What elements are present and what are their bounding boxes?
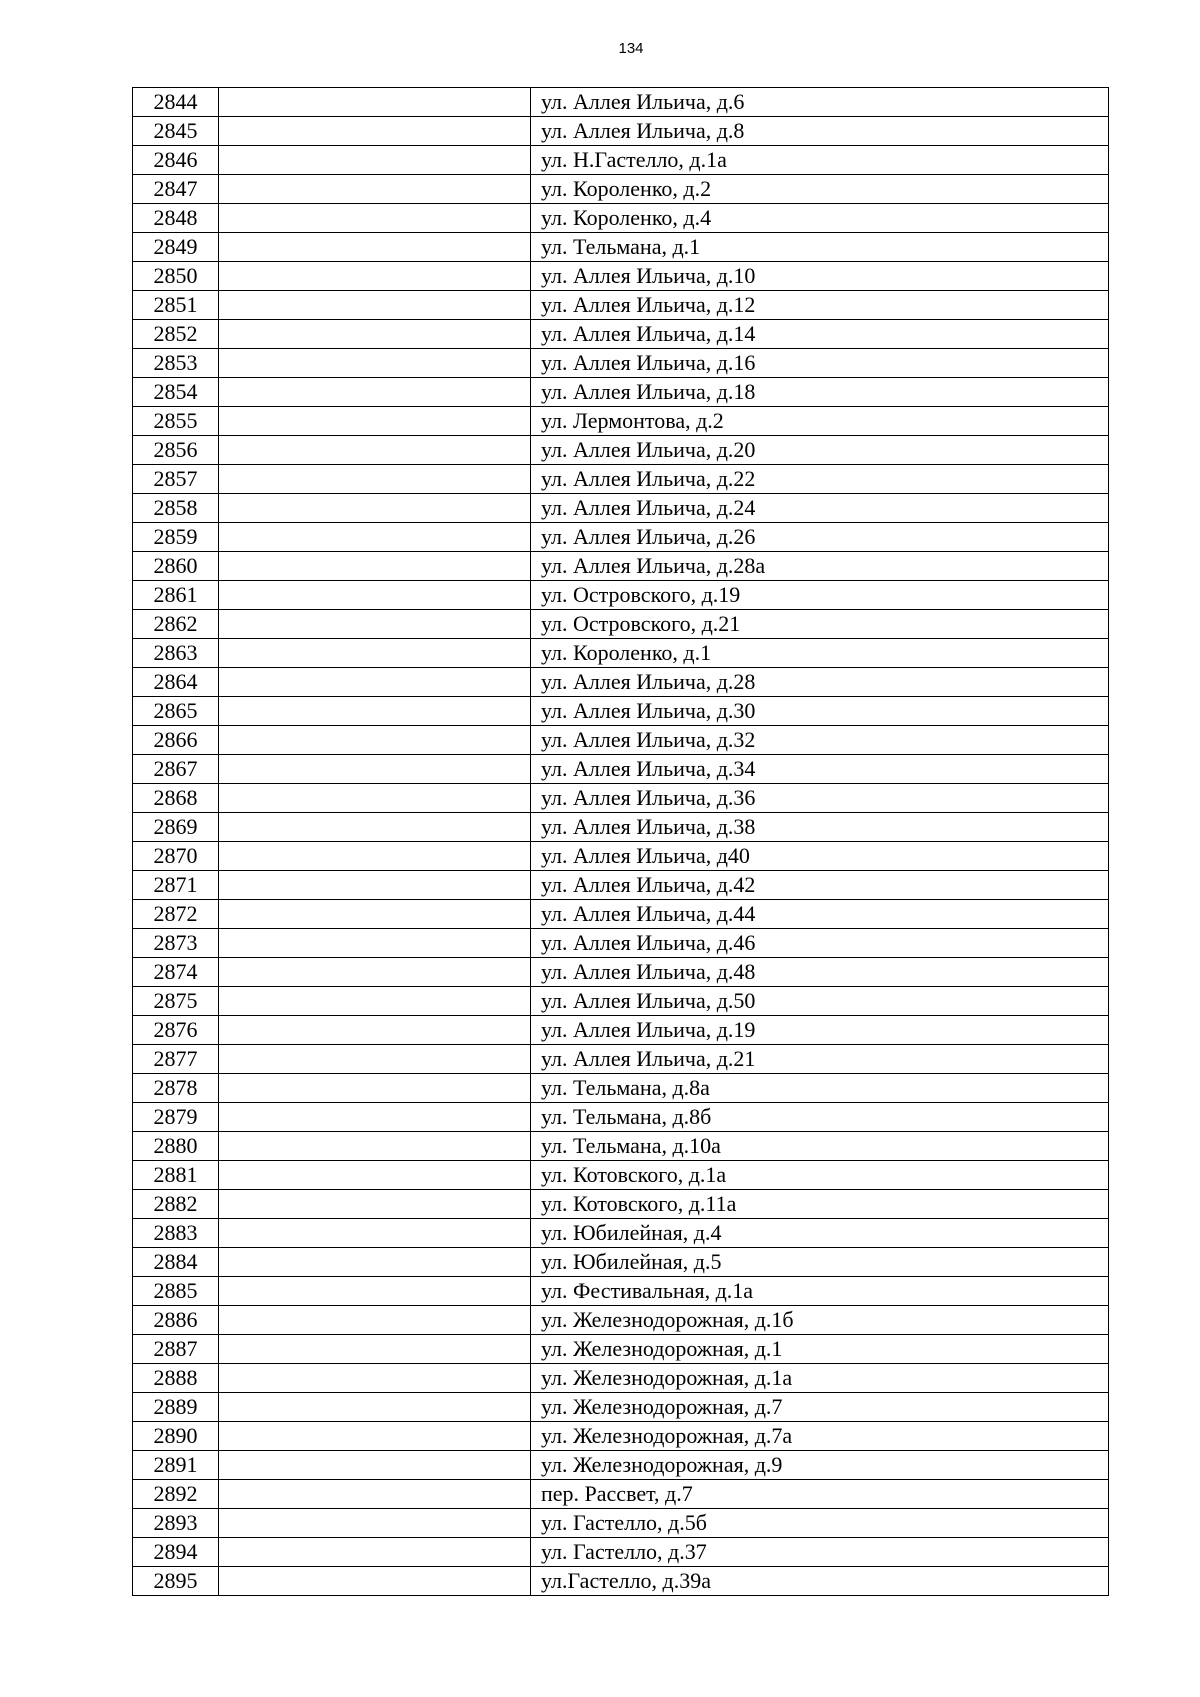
address-cell: ул. Железнодорожная, д.1	[531, 1335, 1109, 1364]
empty-middle-cell	[219, 407, 531, 436]
table-row	[133, 117, 1109, 146]
empty-middle-cell	[219, 1480, 531, 1509]
table-row	[133, 1248, 1109, 1277]
address-cell: ул. Аллея Ильича, д40	[531, 842, 1109, 871]
row-number-cell: 2857	[133, 465, 219, 494]
row-number-cell: 2881	[133, 1161, 219, 1190]
address-cell: ул. Короленко, д.2	[531, 175, 1109, 204]
table-row	[133, 784, 1109, 813]
row-number-cell: 2846	[133, 146, 219, 175]
empty-middle-cell	[219, 146, 531, 175]
empty-middle-cell	[219, 1219, 531, 1248]
empty-middle-cell	[219, 1103, 531, 1132]
row-number-cell: 2863	[133, 639, 219, 668]
row-number-cell: 2880	[133, 1132, 219, 1161]
address-cell: ул. Аллея Ильича, д.10	[531, 262, 1109, 291]
table-row	[133, 871, 1109, 900]
row-number-cell: 2888	[133, 1364, 219, 1393]
address-cell: ул. Аллея Ильича, д.20	[531, 436, 1109, 465]
table-body	[133, 88, 1109, 1596]
table-row	[133, 842, 1109, 871]
table-row	[133, 813, 1109, 842]
empty-middle-cell	[219, 1567, 531, 1596]
table-row	[133, 1074, 1109, 1103]
table-row	[133, 929, 1109, 958]
address-cell: ул. Аллея Ильича, д.28а	[531, 552, 1109, 581]
empty-middle-cell	[219, 349, 531, 378]
address-cell: ул. Тельмана, д.8а	[531, 1074, 1109, 1103]
address-cell: ул. Аллея Ильича, д.6	[531, 88, 1109, 117]
empty-middle-cell	[219, 1306, 531, 1335]
row-number-cell: 2895	[133, 1567, 219, 1596]
empty-middle-cell	[219, 987, 531, 1016]
table-row	[133, 1306, 1109, 1335]
table-row	[133, 494, 1109, 523]
address-cell: ул. Короленко, д.4	[531, 204, 1109, 233]
row-number-cell: 2854	[133, 378, 219, 407]
row-number-cell: 2855	[133, 407, 219, 436]
row-number-cell: 2869	[133, 813, 219, 842]
row-number-cell: 2893	[133, 1509, 219, 1538]
address-cell: ул. Аллея Ильича, д.16	[531, 349, 1109, 378]
row-number-cell: 2887	[133, 1335, 219, 1364]
address-cell: ул. Гастелло, д.5б	[531, 1509, 1109, 1538]
row-number-cell: 2847	[133, 175, 219, 204]
row-number-cell: 2864	[133, 668, 219, 697]
address-cell: ул. Аллея Ильича, д.19	[531, 1016, 1109, 1045]
table-row	[133, 1335, 1109, 1364]
table-row	[133, 1132, 1109, 1161]
empty-middle-cell	[219, 175, 531, 204]
row-number-cell: 2871	[133, 871, 219, 900]
table-row	[133, 233, 1109, 262]
empty-middle-cell	[219, 465, 531, 494]
address-cell: ул. Железнодорожная, д.1б	[531, 1306, 1109, 1335]
empty-middle-cell	[219, 581, 531, 610]
table-row	[133, 1045, 1109, 1074]
row-number-cell: 2856	[133, 436, 219, 465]
empty-middle-cell	[219, 1335, 531, 1364]
empty-middle-cell	[219, 610, 531, 639]
row-number-cell: 2883	[133, 1219, 219, 1248]
empty-middle-cell	[219, 117, 531, 146]
empty-middle-cell	[219, 1451, 531, 1480]
address-cell: ул. Аллея Ильича, д.38	[531, 813, 1109, 842]
empty-middle-cell	[219, 755, 531, 784]
table-row	[133, 1161, 1109, 1190]
table-row	[133, 639, 1109, 668]
empty-middle-cell	[219, 1248, 531, 1277]
table-row	[133, 436, 1109, 465]
table-row	[133, 320, 1109, 349]
empty-middle-cell	[219, 262, 531, 291]
empty-middle-cell	[219, 494, 531, 523]
table-row	[133, 146, 1109, 175]
row-number-cell: 2862	[133, 610, 219, 639]
table-row	[133, 349, 1109, 378]
empty-middle-cell	[219, 204, 531, 233]
row-number-cell: 2890	[133, 1422, 219, 1451]
table-row	[133, 291, 1109, 320]
address-cell: ул. Аллея Ильича, д.24	[531, 494, 1109, 523]
row-number-cell: 2876	[133, 1016, 219, 1045]
empty-middle-cell	[219, 1074, 531, 1103]
table-row	[133, 697, 1109, 726]
address-cell: ул. Гастелло, д.37	[531, 1538, 1109, 1567]
empty-middle-cell	[219, 1045, 531, 1074]
table-row	[133, 1103, 1109, 1132]
empty-middle-cell	[219, 88, 531, 117]
empty-middle-cell	[219, 523, 531, 552]
address-cell: ул. Аллея Ильича, д.18	[531, 378, 1109, 407]
table-row	[133, 1480, 1109, 1509]
row-number-cell: 2860	[133, 552, 219, 581]
row-number-cell: 2859	[133, 523, 219, 552]
empty-middle-cell	[219, 726, 531, 755]
row-number-cell: 2892	[133, 1480, 219, 1509]
empty-middle-cell	[219, 668, 531, 697]
row-number-cell: 2874	[133, 958, 219, 987]
address-cell: ул. Железнодорожная, д.7	[531, 1393, 1109, 1422]
row-number-cell: 2877	[133, 1045, 219, 1074]
empty-middle-cell	[219, 813, 531, 842]
address-cell: ул. Аллея Ильича, д.32	[531, 726, 1109, 755]
row-number-cell: 2884	[133, 1248, 219, 1277]
empty-middle-cell	[219, 900, 531, 929]
page-number: 134	[618, 40, 644, 57]
address-cell: ул. Котовского, д.11а	[531, 1190, 1109, 1219]
empty-middle-cell	[219, 1422, 531, 1451]
address-cell: ул. Тельмана, д.1	[531, 233, 1109, 262]
row-number-cell: 2851	[133, 291, 219, 320]
row-number-cell: 2885	[133, 1277, 219, 1306]
address-cell: ул. Аллея Ильича, д.36	[531, 784, 1109, 813]
table-row	[133, 523, 1109, 552]
address-cell: ул. Железнодорожная, д.1а	[531, 1364, 1109, 1393]
table-row	[133, 987, 1109, 1016]
address-cell: ул. Тельмана, д.8б	[531, 1103, 1109, 1132]
empty-middle-cell	[219, 697, 531, 726]
empty-middle-cell	[219, 1393, 531, 1422]
empty-middle-cell	[219, 842, 531, 871]
table-row	[133, 755, 1109, 784]
table-row	[133, 958, 1109, 987]
table-row	[133, 1393, 1109, 1422]
address-cell: ул.Гастелло, д.39а	[531, 1567, 1109, 1596]
row-number-cell: 2891	[133, 1451, 219, 1480]
table-row	[133, 204, 1109, 233]
table-row	[133, 668, 1109, 697]
empty-middle-cell	[219, 1190, 531, 1219]
empty-middle-cell	[219, 958, 531, 987]
table-row	[133, 175, 1109, 204]
empty-middle-cell	[219, 1277, 531, 1306]
row-number-cell: 2879	[133, 1103, 219, 1132]
table-row	[133, 726, 1109, 755]
address-cell: ул. Аллея Ильича, д.8	[531, 117, 1109, 146]
empty-middle-cell	[219, 784, 531, 813]
table-row	[133, 88, 1109, 117]
row-number-cell: 2852	[133, 320, 219, 349]
address-cell: ул. Юбилейная, д.4	[531, 1219, 1109, 1248]
table-row	[133, 1422, 1109, 1451]
empty-middle-cell	[219, 1364, 531, 1393]
address-cell: ул. Аллея Ильича, д.48	[531, 958, 1109, 987]
row-number-cell: 2866	[133, 726, 219, 755]
address-cell: ул. Короленко, д.1	[531, 639, 1109, 668]
address-cell: ул. Лермонтова, д.2	[531, 407, 1109, 436]
row-number-cell: 2882	[133, 1190, 219, 1219]
row-number-cell: 2845	[133, 117, 219, 146]
address-cell: ул. Аллея Ильича, д.21	[531, 1045, 1109, 1074]
address-cell: ул. Аллея Ильича, д.44	[531, 900, 1109, 929]
table-row	[133, 581, 1109, 610]
empty-middle-cell	[219, 871, 531, 900]
row-number-cell: 2865	[133, 697, 219, 726]
table-row	[133, 1538, 1109, 1567]
address-cell: ул. Аллея Ильича, д.50	[531, 987, 1109, 1016]
row-number-cell: 2844	[133, 88, 219, 117]
row-number-cell: 2875	[133, 987, 219, 1016]
empty-middle-cell	[219, 552, 531, 581]
address-cell: ул. Н.Гастелло, д.1а	[531, 146, 1109, 175]
table-row	[133, 1451, 1109, 1480]
empty-middle-cell	[219, 1538, 531, 1567]
row-number-cell: 2872	[133, 900, 219, 929]
address-cell: ул. Железнодорожная, д.7а	[531, 1422, 1109, 1451]
empty-middle-cell	[219, 1132, 531, 1161]
table-row	[133, 900, 1109, 929]
address-cell: ул. Аллея Ильича, д.42	[531, 871, 1109, 900]
address-cell: ул. Островского, д.21	[531, 610, 1109, 639]
empty-middle-cell	[219, 1161, 531, 1190]
row-number-cell: 2853	[133, 349, 219, 378]
row-number-cell: 2889	[133, 1393, 219, 1422]
address-cell: ул. Аллея Ильича, д.30	[531, 697, 1109, 726]
row-number-cell: 2858	[133, 494, 219, 523]
row-number-cell: 2873	[133, 929, 219, 958]
address-cell: ул. Аллея Ильича, д.46	[531, 929, 1109, 958]
row-number-cell: 2868	[133, 784, 219, 813]
row-number-cell: 2886	[133, 1306, 219, 1335]
address-cell: ул. Аллея Ильича, д.22	[531, 465, 1109, 494]
row-number-cell: 2848	[133, 204, 219, 233]
empty-middle-cell	[219, 291, 531, 320]
table-row	[133, 610, 1109, 639]
address-cell: ул. Аллея Ильича, д.34	[531, 755, 1109, 784]
address-cell: ул. Островского, д.19	[531, 581, 1109, 610]
row-number-cell: 2870	[133, 842, 219, 871]
empty-middle-cell	[219, 378, 531, 407]
table-row	[133, 1190, 1109, 1219]
address-cell: ул. Аллея Ильича, д.26	[531, 523, 1109, 552]
address-cell: ул. Юбилейная, д.5	[531, 1248, 1109, 1277]
row-number-cell: 2849	[133, 233, 219, 262]
row-number-cell: 2850	[133, 262, 219, 291]
address-cell: ул. Котовского, д.1а	[531, 1161, 1109, 1190]
empty-middle-cell	[219, 436, 531, 465]
table-row	[133, 1567, 1109, 1596]
table-row	[133, 1364, 1109, 1393]
address-table	[132, 87, 1109, 1596]
table-row	[133, 1219, 1109, 1248]
empty-middle-cell	[219, 233, 531, 262]
address-cell: ул. Аллея Ильича, д.28	[531, 668, 1109, 697]
address-cell: ул. Фестивальная, д.1а	[531, 1277, 1109, 1306]
empty-middle-cell	[219, 1509, 531, 1538]
empty-middle-cell	[219, 639, 531, 668]
address-cell: ул. Железнодорожная, д.9	[531, 1451, 1109, 1480]
row-number-cell: 2867	[133, 755, 219, 784]
row-number-cell: 2861	[133, 581, 219, 610]
address-cell: ул. Аллея Ильича, д.12	[531, 291, 1109, 320]
table-row	[133, 262, 1109, 291]
empty-middle-cell	[219, 929, 531, 958]
table-row	[133, 465, 1109, 494]
row-number-cell: 2894	[133, 1538, 219, 1567]
table-row	[133, 378, 1109, 407]
empty-middle-cell	[219, 320, 531, 349]
table-row	[133, 1016, 1109, 1045]
empty-middle-cell	[219, 1016, 531, 1045]
address-cell: ул. Аллея Ильича, д.14	[531, 320, 1109, 349]
table-row	[133, 407, 1109, 436]
table-row	[133, 1509, 1109, 1538]
address-cell: пер. Рассвет, д.7	[531, 1480, 1109, 1509]
table-row	[133, 552, 1109, 581]
address-cell: ул. Тельмана, д.10а	[531, 1132, 1109, 1161]
row-number-cell: 2878	[133, 1074, 219, 1103]
table-row	[133, 1277, 1109, 1306]
